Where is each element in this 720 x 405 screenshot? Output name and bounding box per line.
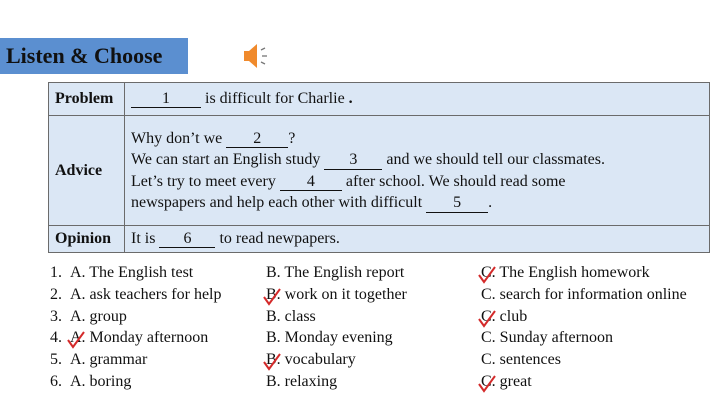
- check-mark-icon: [262, 288, 282, 306]
- page-title: Listen & Choose: [6, 43, 163, 68]
- option-2c[interactable]: C. search for information online: [481, 285, 687, 303]
- option-5b[interactable]: B. vocabulary: [266, 349, 356, 371]
- problem-text: 1 is difficult for Charlie .: [125, 83, 710, 116]
- blank-3[interactable]: 3: [324, 152, 382, 170]
- problem-label: Problem: [49, 83, 125, 116]
- option-6b[interactable]: B. relaxing: [266, 372, 338, 390]
- option-3b[interactable]: B. class: [266, 307, 316, 325]
- advice-line-1: Why don’t we 2 ?: [131, 129, 296, 147]
- option-3c[interactable]: C. club: [481, 306, 527, 328]
- advice-label: Advice: [49, 116, 125, 226]
- blank-2[interactable]: 2: [226, 131, 288, 149]
- option-4a[interactable]: A. Monday afternoon: [70, 327, 208, 349]
- option-4b[interactable]: B. Monday evening: [266, 329, 393, 347]
- title-banner: [0, 38, 188, 74]
- advice-line-4: newspapers and help each other with difficult 5 .: [131, 194, 493, 211]
- advice-text: [125, 116, 710, 226]
- option-1b[interactable]: B. The English report: [266, 264, 405, 281]
- check-mark-icon: [262, 353, 282, 371]
- advice-line-3: Let’s try to meet every 4 after school. We should read some: [131, 172, 566, 190]
- check-mark-icon: [477, 310, 497, 328]
- opinion-text: It is 6 to read newpapers.: [125, 226, 710, 253]
- problem-advice-table: [48, 82, 710, 253]
- check-mark-icon: [66, 331, 86, 349]
- option-6a[interactable]: A. boring: [70, 372, 132, 390]
- option-1c[interactable]: C. The English homework: [481, 262, 650, 284]
- option-5a[interactable]: A. grammar: [70, 351, 148, 369]
- blank-5[interactable]: 5: [426, 195, 488, 213]
- option-1a[interactable]: A. The English test: [70, 264, 194, 281]
- option-4c[interactable]: C. Sunday afternoon: [481, 329, 613, 347]
- check-mark-icon: [477, 375, 497, 393]
- blank-1[interactable]: 1: [131, 91, 201, 109]
- opinion-label: Opinion: [49, 226, 125, 253]
- advice-line-2: We can start an English study 3 and we should tell our classmates.: [131, 151, 605, 168]
- option-6c[interactable]: C. great: [481, 371, 532, 393]
- option-3a[interactable]: A. group: [70, 307, 127, 325]
- option-2a[interactable]: A. ask teachers for help: [70, 285, 222, 303]
- speaker-icon[interactable]: [240, 40, 274, 72]
- option-2b[interactable]: B. work on it together: [266, 284, 407, 306]
- check-mark-icon: [477, 266, 497, 284]
- option-5c[interactable]: C. sentences: [481, 351, 561, 369]
- blank-6[interactable]: 6: [159, 231, 215, 249]
- blank-4[interactable]: 4: [280, 174, 342, 192]
